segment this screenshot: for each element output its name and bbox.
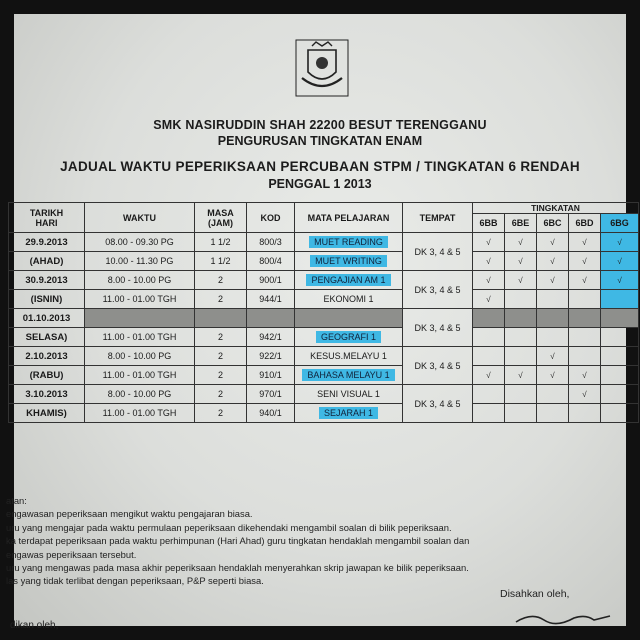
- subject-label: GEOGRAFI 1: [316, 331, 381, 343]
- school-name: SMK NASIRUDDIN SHAH 22200 BESUT TERENGGANU: [153, 118, 487, 132]
- kod-cell: 940/1: [247, 404, 295, 423]
- empty-cell: [505, 328, 537, 347]
- day-cell: SELASA): [9, 328, 85, 347]
- tick-mark: √: [473, 366, 505, 385]
- tick-mark: √: [569, 233, 601, 252]
- note-line: uru yang mengajar pada waktu permulaan peperiksaan dikehendaki mengambil soalan di bilik peperiksaan.: [6, 521, 452, 533]
- date-cell: 30.9.2013: [9, 271, 85, 290]
- header-masa: MASA (JAM): [195, 203, 247, 233]
- day-cell: KHAMIS): [9, 404, 85, 423]
- table-row: [9, 309, 639, 328]
- waktu-cell: 11.00 - 01.00 TGH: [85, 366, 195, 385]
- empty-cell: [601, 366, 639, 385]
- header-class: 6BB: [473, 214, 505, 233]
- header-mata-pelajaran: MATA PELAJARAN: [295, 203, 403, 233]
- subject-label: BAHASA MELAYU 1: [302, 369, 394, 381]
- header-waktu: WAKTU: [85, 203, 195, 233]
- empty-cell: [537, 404, 569, 423]
- masa-cell: 2: [195, 404, 247, 423]
- tick-mark: √: [505, 233, 537, 252]
- empty-cell: [601, 328, 639, 347]
- empty-cell: [473, 328, 505, 347]
- waktu-cell: 11.00 - 01.00 TGH: [85, 328, 195, 347]
- note-line: engawasan peperiksaan mengikut waktu pengajaran biasa.: [6, 508, 253, 520]
- waktu-cell: 8.00 - 10.00 PG: [85, 347, 195, 366]
- note-line: ka terdapat peperiksaan pada waktu perhimpunan (Hari Ahad) guru tingkatan hendaklah mengambil soalan dan: [6, 535, 470, 547]
- subject-cell: SENI VISUAL 1: [295, 385, 403, 404]
- empty-cell: [569, 290, 601, 309]
- tick-mark: √: [601, 252, 639, 271]
- tick-mark: √: [537, 271, 569, 290]
- table-row: [9, 233, 639, 252]
- header-tingkatan: TINGKATAN: [473, 203, 639, 214]
- tick-mark: √: [537, 233, 569, 252]
- day-cell: (AHAD): [9, 252, 85, 271]
- table-row: [9, 385, 639, 404]
- table-row: [9, 328, 639, 347]
- empty-cell: [601, 385, 639, 404]
- date-cell: 2.10.2013: [9, 347, 85, 366]
- empty-cell: [505, 347, 537, 366]
- empty-cell: [505, 404, 537, 423]
- tick-mark: √: [505, 366, 537, 385]
- header-tempat: TEMPAT: [403, 203, 473, 233]
- subject-cell: [295, 366, 403, 385]
- empty-cell: [601, 347, 639, 366]
- kod-cell: 800/4: [247, 252, 295, 271]
- tick-mark: √: [473, 290, 505, 309]
- kod-cell: 910/1: [247, 366, 295, 385]
- waktu-cell: 11.00 - 01.00 TGH: [85, 290, 195, 309]
- shaded-cell: [247, 309, 295, 328]
- approval-label: Disahkan oleh,: [500, 588, 570, 600]
- kod-cell: 944/1: [247, 290, 295, 309]
- tempat-cell: DK 3, 4 & 5: [403, 271, 473, 309]
- shaded-cell: [569, 309, 601, 328]
- empty-cell: [537, 328, 569, 347]
- subject-label: MUET WRITING: [310, 255, 387, 267]
- tick-mark: √: [601, 271, 639, 290]
- empty-cell: [569, 404, 601, 423]
- header-row: [9, 203, 639, 214]
- empty-cell: [473, 404, 505, 423]
- tick-mark: √: [569, 366, 601, 385]
- kod-cell: 922/1: [247, 347, 295, 366]
- masa-cell: 2: [195, 271, 247, 290]
- note-line: engawas peperiksaan tersebut.: [6, 548, 137, 560]
- date-cell: 3.10.2013: [9, 385, 85, 404]
- empty-cell: [505, 290, 537, 309]
- table-row: [9, 271, 639, 290]
- tempat-cell: DK 3, 4 & 5: [403, 309, 473, 347]
- waktu-cell: 10.00 - 11.30 PG: [85, 252, 195, 271]
- masa-cell: 2: [195, 328, 247, 347]
- tick-mark: √: [601, 233, 639, 252]
- kod-cell: 970/1: [247, 385, 295, 404]
- empty-cell: [569, 347, 601, 366]
- header-class: 6BE: [505, 214, 537, 233]
- header-class: 6BC: [537, 214, 569, 233]
- masa-cell: 1 1/2: [195, 252, 247, 271]
- waktu-cell: 8.00 - 10.00 PG: [85, 271, 195, 290]
- masa-cell: 1 1/2: [195, 233, 247, 252]
- waktu-cell: 11.00 - 01.00 TGH: [85, 404, 195, 423]
- kod-cell: 900/1: [247, 271, 295, 290]
- shaded-cell: [537, 309, 569, 328]
- header-tarikh: TARIKH HARI: [9, 203, 85, 233]
- page-subtitle: PENGGAL 1 2013: [268, 177, 372, 191]
- shaded-cell: [85, 309, 195, 328]
- table-row: [9, 404, 639, 423]
- kod-cell: 942/1: [247, 328, 295, 347]
- empty-cell: [601, 290, 639, 309]
- department-name: PENGURUSAN TINGKATAN ENAM: [217, 134, 423, 148]
- empty-cell: [473, 385, 505, 404]
- tick-mark: √: [569, 385, 601, 404]
- subject-label: MUET READING: [309, 236, 388, 248]
- page-title: JADUAL WAKTU PEPERIKSAAN PERCUBAAN STPM / TINGKATAN 6 RENDAH: [60, 159, 580, 174]
- header-class: 6BG: [601, 214, 639, 233]
- tempat-cell: DK 3, 4 & 5: [403, 347, 473, 385]
- empty-cell: [505, 385, 537, 404]
- masa-cell: 2: [195, 347, 247, 366]
- empty-cell: [537, 385, 569, 404]
- tick-mark: √: [505, 252, 537, 271]
- subject-cell: [295, 233, 403, 252]
- shaded-cell: [473, 309, 505, 328]
- school-crest-icon: [294, 38, 350, 98]
- tick-mark: √: [473, 252, 505, 271]
- table-row: [9, 366, 639, 385]
- notes-section: [6, 494, 566, 588]
- tick-mark: √: [473, 233, 505, 252]
- waktu-cell: 08.00 - 09.30 PG: [85, 233, 195, 252]
- header-class: 6BD: [569, 214, 601, 233]
- exam-timetable: [8, 202, 639, 423]
- subject-cell: KESUS.MELAYU 1: [295, 347, 403, 366]
- tempat-cell: DK 3, 4 & 5: [403, 233, 473, 271]
- shaded-cell: [295, 309, 403, 328]
- shaded-cell: [195, 309, 247, 328]
- document-page: [6, 14, 629, 631]
- date-cell: 01.10.2013: [9, 309, 85, 328]
- day-cell: (ISNIN): [9, 290, 85, 309]
- waktu-cell: 8.00 - 10.00 PG: [85, 385, 195, 404]
- signature-icon: [514, 608, 614, 626]
- masa-cell: 2: [195, 366, 247, 385]
- empty-cell: [569, 328, 601, 347]
- table-row: [9, 290, 639, 309]
- table-row: [9, 347, 639, 366]
- empty-cell: [537, 290, 569, 309]
- kod-cell: 800/3: [247, 233, 295, 252]
- masa-cell: 2: [195, 385, 247, 404]
- tempat-cell: DK 3, 4 & 5: [403, 385, 473, 423]
- table-row: [9, 252, 639, 271]
- header-kod: KOD: [247, 203, 295, 233]
- subject-cell: [295, 271, 403, 290]
- tick-mark: √: [569, 252, 601, 271]
- date-cell: 29.9.2013: [9, 233, 85, 252]
- tick-mark: √: [537, 252, 569, 271]
- tick-mark: √: [569, 271, 601, 290]
- subject-label: SEJARAH 1: [319, 407, 378, 419]
- masa-cell: 2: [195, 290, 247, 309]
- tick-mark: √: [537, 347, 569, 366]
- prepared-label: dikan oleh,: [10, 620, 59, 631]
- note-line: las yang tidak terlibat dengan peperiksaan, P&P seperti biasa.: [6, 575, 264, 587]
- subject-cell: EKONOMI 1: [295, 290, 403, 309]
- shaded-cell: [505, 309, 537, 328]
- subject-label: PENGAJIAN AM 1: [306, 274, 390, 286]
- notes-heading: atan:: [6, 495, 27, 506]
- subject-cell: [295, 328, 403, 347]
- tick-mark: √: [505, 271, 537, 290]
- subject-cell: [295, 252, 403, 271]
- empty-cell: [473, 347, 505, 366]
- day-cell: (RABU): [9, 366, 85, 385]
- tick-mark: √: [537, 366, 569, 385]
- subject-cell: [295, 404, 403, 423]
- tick-mark: √: [473, 271, 505, 290]
- note-line: uru yang mengawas pada masa akhir peperiksaan hendaklah menyerahkan skrip jawapan ke bilik peperiksaan.: [6, 562, 469, 574]
- empty-cell: [601, 404, 639, 423]
- shaded-cell: [601, 309, 639, 328]
